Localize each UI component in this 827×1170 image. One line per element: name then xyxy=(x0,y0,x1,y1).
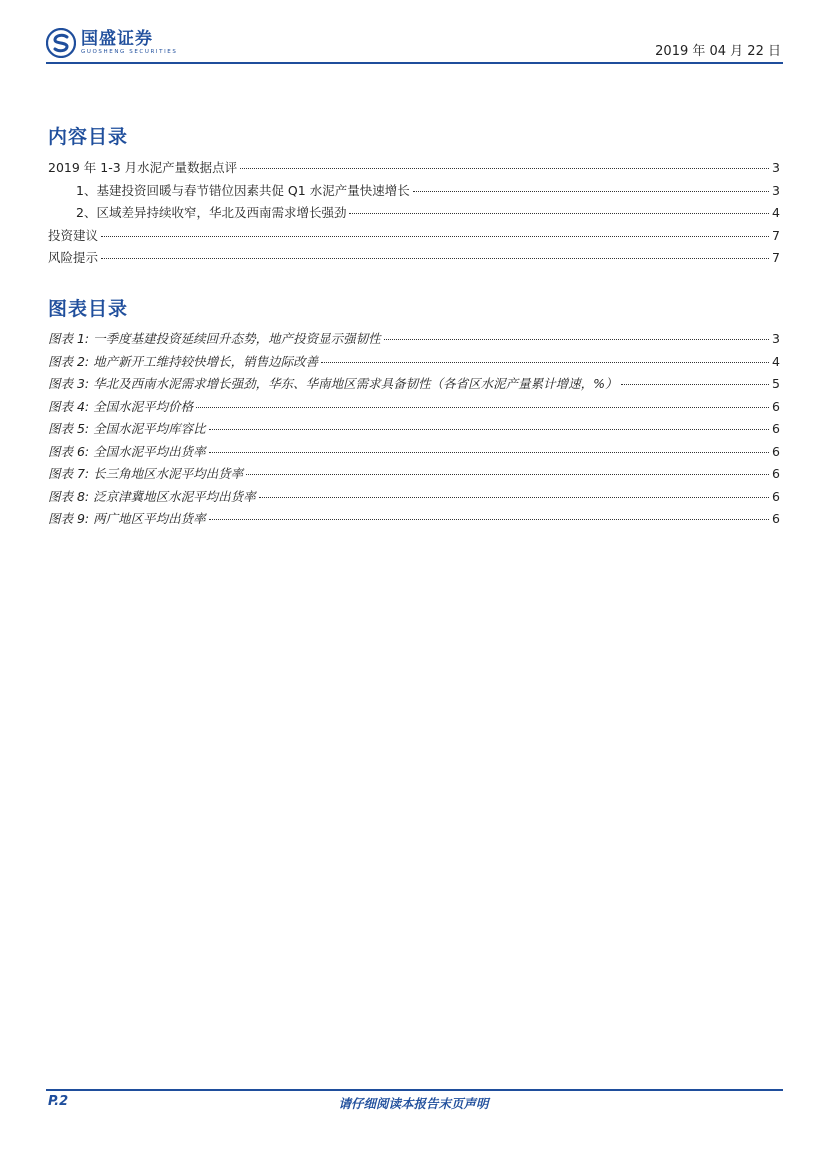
disclaimer-note: 请仔细阅读本报告末页声明 xyxy=(338,1096,489,1111)
toc-entry-page: 3 xyxy=(772,182,780,198)
toc-entry-label: 图表 8: 泛京津冀地区水泥平均出货率 xyxy=(48,488,256,504)
toc-entry-label: 风险提示 xyxy=(48,250,99,265)
toc-leader-dots xyxy=(384,339,769,340)
toc-entry-page: 7 xyxy=(772,227,780,243)
toc-entry-page: 4 xyxy=(772,353,780,369)
toc-entry-label: 图表 2: 地产新开工维持较快增长，销售边际改善 xyxy=(48,353,319,369)
toc-entry[interactable] xyxy=(48,464,780,487)
toc-entry-page: 6 xyxy=(772,488,780,504)
toc-entry-label: 2019 年 1-3 月水泥产量数据点评 xyxy=(48,160,238,175)
toc-entry-label: 2、区域差异持续收窄，华北及西南需求增长强劲 xyxy=(76,205,347,220)
toc-entry-label: 投资建议 xyxy=(48,227,99,243)
toc-entry[interactable] xyxy=(48,397,780,420)
toc-entry-label: 图表 9: 两广地区平均出货率 xyxy=(48,511,206,526)
toc-entry[interactable] xyxy=(48,248,780,271)
toc-leader-dots xyxy=(321,362,769,363)
toc-entry-label: 图表 6: 全国水泥平均出货率 xyxy=(48,443,206,459)
toc-entry-page: 6 xyxy=(772,443,780,459)
figures-title: 图表目录 xyxy=(48,298,129,320)
contents-title: 内容目录 xyxy=(48,126,129,148)
toc-entry-page: 3 xyxy=(772,160,780,175)
toc-entry[interactable] xyxy=(48,374,780,397)
toc-leader-dots xyxy=(246,474,769,475)
toc-leader-dots xyxy=(349,213,769,214)
toc-entry-label: 图表 4: 全国水泥平均价格 xyxy=(48,398,194,414)
toc-entry[interactable] xyxy=(48,158,780,181)
toc-leader-dots xyxy=(413,191,769,192)
toc-entry-page: 7 xyxy=(772,250,780,265)
toc-entry[interactable] xyxy=(48,226,780,249)
header-divider xyxy=(46,62,783,64)
toc-leader-dots xyxy=(101,236,769,237)
toc-entry-page: 4 xyxy=(772,205,780,220)
brand-logo xyxy=(46,28,177,58)
toc-leader-dots xyxy=(101,258,769,259)
toc-entry[interactable] xyxy=(48,442,780,465)
toc-entry[interactable] xyxy=(48,419,780,442)
toc-leader-dots xyxy=(209,452,769,453)
report-date: 2019 年 04 月 22 日 xyxy=(655,44,781,59)
toc-entry[interactable] xyxy=(48,352,780,375)
toc-entry-page: 6 xyxy=(772,398,780,414)
toc-leader-dots xyxy=(196,407,769,408)
toc-entry-page: 5 xyxy=(772,376,780,391)
toc-entry-page: 6 xyxy=(772,421,780,436)
toc-entry-label: 图表 5: 全国水泥平均库容比 xyxy=(48,421,206,436)
toc-entry-label: 图表 3: 华北及西南水泥需求增长强劲，华东、华南地区需求具备韧性（各省区水泥产量累计增速，%） xyxy=(48,376,618,391)
toc-entry[interactable] xyxy=(48,509,780,532)
guosheng-logo-icon xyxy=(46,28,76,58)
toc-entry[interactable] xyxy=(48,487,780,510)
figures-list xyxy=(48,329,780,532)
footer-divider xyxy=(46,1089,783,1091)
toc-entry-label: 图表 7: 长三角地区水泥平均出货率 xyxy=(48,466,244,481)
toc-entry-page: 3 xyxy=(772,331,780,346)
toc-leader-dots xyxy=(209,429,769,430)
toc-leader-dots xyxy=(240,168,769,169)
toc-entry-page: 6 xyxy=(772,466,780,481)
toc-leader-dots xyxy=(621,384,770,385)
page-number: P.2 xyxy=(48,1094,69,1109)
toc-entry-page: 6 xyxy=(772,511,780,526)
toc-entry-label: 图表 1: 一季度基建投资延续回升态势，地产投资显示强韧性 xyxy=(48,331,381,346)
toc-entry[interactable] xyxy=(48,181,780,204)
page-header xyxy=(46,24,783,62)
brand-name-cn: 国盛证券 xyxy=(81,29,153,49)
toc-leader-dots xyxy=(259,497,769,498)
toc-leader-dots xyxy=(209,519,769,520)
contents-list xyxy=(48,158,780,271)
brand-name-en: GUOSHENG SECURITIES xyxy=(81,49,178,55)
toc-entry[interactable] xyxy=(48,329,780,352)
toc-entry-label: 1、基建投资回暖与春节错位因素共促 Q1 水泥产量快速增长 xyxy=(76,182,410,198)
toc-entry[interactable] xyxy=(48,203,780,226)
